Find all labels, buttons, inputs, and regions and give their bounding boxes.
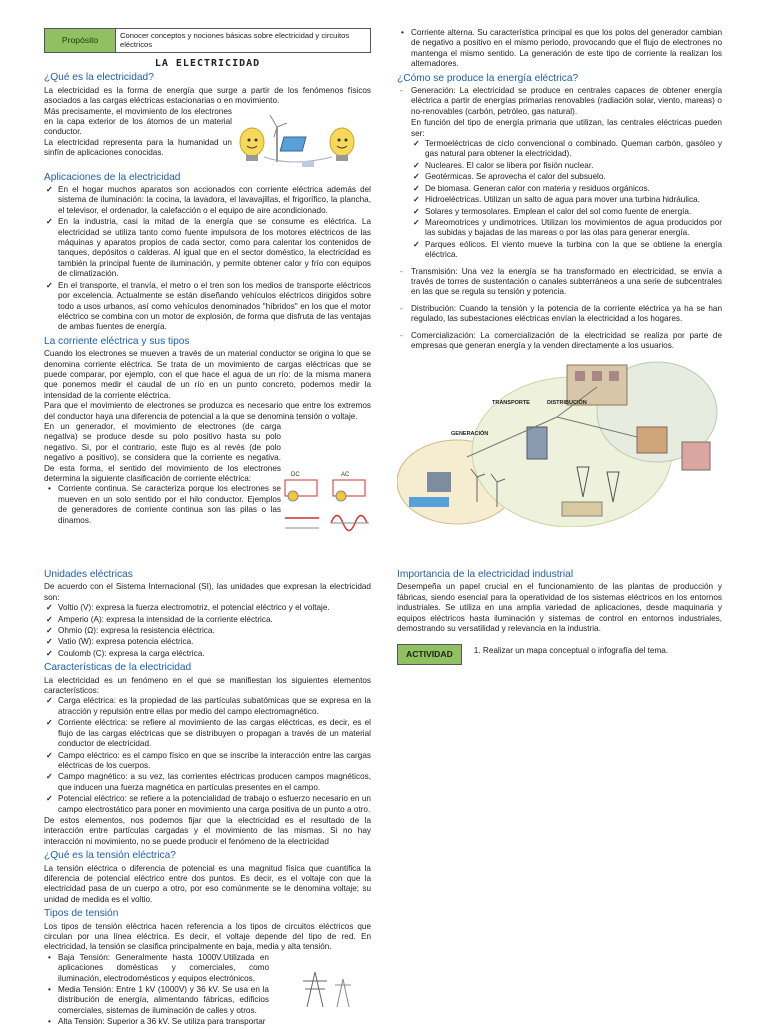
voltage-types-heading: Tipos de tensión bbox=[44, 908, 119, 920]
power-tower-illustration bbox=[277, 967, 357, 1007]
list-item: ✓ Campo eléctrico: es el campo físico en que se inscribe la interacción entre las cargas eléctricas de los cuerpos. bbox=[44, 751, 371, 772]
activity-block bbox=[397, 644, 722, 664]
what-is-p1: La electricidad es la forma de energía que surge a partir de los fenómenos físicos asociados a las cargas eléctricas estacionarias o en movimiento. bbox=[44, 85, 371, 106]
generation-item: - Generación: La electricidad se produce en centrales capaces de obtener energía eléctrica a partir de energías primarias renovables (radiación solar, viento, mareas) o no-renovables (carbón, petróleo, gas natural). bbox=[397, 86, 722, 117]
list-item: ✓ Termoeléctricas de ciclo convencional o combinado. Queman carbón, gasóleo y gas natural para obtener la electricidad). bbox=[411, 139, 722, 160]
voltage-types-intro: Los tipos de tensión eléctrica hacen referencia a los tipos de circuitos eléctricos que circulan por una línea eléctrica. Es decir, el voltaje depende del tipo de red. En electricidad, la tensión se clasifica principalmente en baja, media y alta tensión. bbox=[44, 921, 371, 952]
list-item: ✓ Hidroeléctricas. Utilizan un salto de agua para mover una turbina hidráulica. bbox=[411, 195, 722, 205]
transmission-list bbox=[397, 267, 722, 352]
list-item: ✓ Voltio (V): expresa la fuerza electromotriz, el potencial eléctrico y el voltaje. bbox=[44, 603, 371, 613]
characteristics-outro: De estos elementos, nos podemos fijar que la electricidad es el resultado de la interacción entre partículas cargadas y el movimiento de las mismas. Si no hay interacción ni movimiento, no se puede producir el fenómeno de la electricidad bbox=[44, 815, 371, 846]
current-p3: En un generador, el movimiento de electrones (de carga negativa) se produce desde su polo positivo hasta su polo negativo. Si, por el contrario, este flujo es al revés (de polo negativo a positivo), se considera que la corriente es negativa. De esta forma, el sentido del movimiento de los electrones determina la siguiente clasificación de corriente eléctrica: bbox=[44, 421, 281, 483]
left-top-column bbox=[44, 28, 371, 543]
commercialization-item: - Comercialización: La comercialización de la electricidad se realiza por parte de empresas que generan energía y la venden directamente a los usuarios. bbox=[397, 331, 722, 352]
transmission-item: - Transmisión: Una vez la energía se ha transformado en electricidad, se envía a través de torres de sustentación o canales subterráneos a una serie de subcentrales en las que se regula su tensión y potencia. bbox=[397, 267, 722, 298]
energy-diagram-svg bbox=[397, 357, 722, 527]
list-item: • Alta Tensión: Superior a 36 kV. Se utiliza para transportar bbox=[44, 1017, 269, 1027]
what-is-block bbox=[44, 86, 371, 107]
produce-heading: ¿Cómo se produce la energía eléctrica? bbox=[397, 72, 579, 84]
voltage-types-list bbox=[44, 953, 269, 1029]
industrial-heading: Importancia de la electricidad industrial bbox=[397, 569, 574, 580]
voltage-text: La tensión eléctrica o diferencia de potencial es una magnitud física que cuantifica la diferencia de potencial eléctrico entre dos puntos. Es decir, es el voltaje con que la electricidad pasa de un cuerpo a otro, por eso comúnmente se le denomina voltaje; su unidad de medida es el voltio. bbox=[44, 863, 371, 904]
ac-list bbox=[397, 28, 722, 70]
list-item: ✓ Campo magnético: a su vez, las corrientes eléctricas producen campos magnéticos, que inducen una fuerza magnética en partículas presentes en el campo. bbox=[44, 772, 371, 793]
list-item: • Media Tensión: Entre 1 kV (1000V) y 36 kV. Se usa en la distribución de energía, alimentando fábricas, edificios comerciales, sistemas de iluminación de calles y otros. bbox=[44, 985, 269, 1016]
diagram-label-distribucion: DISTRIBUCIÓN bbox=[547, 400, 587, 407]
list-item: ✓ De biomasa. Generan calor con materia y residuos orgánicos. bbox=[411, 184, 722, 194]
purpose-label: Propósito bbox=[45, 29, 116, 52]
units-heading: Unidades eléctricas bbox=[44, 569, 133, 580]
right-top-column bbox=[397, 28, 722, 531]
list-item: ✓ Solares y termosolares. Emplean el calor del sol como fuente de energía. bbox=[411, 207, 722, 217]
dc-list bbox=[44, 484, 281, 526]
current-heading: La corriente eléctrica y sus tipos bbox=[44, 335, 190, 347]
generation-list bbox=[397, 86, 722, 117]
dc-ac-svg bbox=[281, 468, 371, 540]
what-is-block-2 bbox=[44, 107, 371, 169]
list-item: ✓ Parques eólicos. El viento mueve la turbina con la que se obtiene la energía eléctrica. bbox=[411, 240, 722, 261]
list-item: ✓ Coulomb (C): expresa la carga eléctrica. bbox=[44, 649, 371, 659]
plants-intro: En función del tipo de energía primaria que utilizan, las centrales eléctricas pueden ser: bbox=[411, 118, 722, 138]
purpose-text: Conocer conceptos y nociones básicas sobre electricidad y circuitos eléctricos bbox=[120, 31, 350, 49]
list-item: ✓ En el hogar muchos aparatos son accionados con corriente eléctrica además del sistema de iluminación: la cocina, la lavadora, el lavavajillas, el frigorífico, la plancha, el televisor, el ordenador, la calefacción o el equipo de aire acondicionado. bbox=[44, 185, 371, 216]
energy-diagram bbox=[397, 357, 722, 530]
right-bottom-column bbox=[397, 566, 722, 665]
list-item: ✓ En el transporte, el tranvía, el metro o el tren son los medios de transporte eléctricos por excelencia. Actualmente se están diseñando vehículos eléctricos dirigidos sobre todo a usos urbanos, así como vehículos denominados "híbridos" en los que el motor eléctrico se combina con un motor de explosión, de forma que disfruta de las ventajas de ambas fuentes de energía. bbox=[44, 281, 371, 333]
main-title: LA ELECTRICIDAD bbox=[154, 58, 261, 69]
list-item: ✓ Vatio (W): expresa potencia eléctrica. bbox=[44, 637, 371, 647]
distribution-item: - Distribución: Cuando la tensión y la potencia de la corriente eléctrica ya ha se han regulado, las subestaciones eléctricas envían la electricidad a los hogares. bbox=[397, 304, 722, 325]
dc-label: DC bbox=[291, 471, 300, 478]
list-item: ✓ Nucleares. El calor se libera por fisión nuclear. bbox=[411, 161, 722, 171]
ac-label: AC bbox=[341, 471, 350, 478]
applications-heading: Aplicaciones de la electricidad bbox=[44, 171, 181, 183]
what-is-heading: ¿Qué es la electricidad? bbox=[44, 72, 154, 84]
diagram-label-transporte: TRANSPORTE bbox=[492, 400, 530, 407]
current-p3-block bbox=[44, 422, 371, 543]
what-is-p3: La electricidad representa para la humanidad un sinfín de aplicaciones conocidas. bbox=[44, 137, 232, 158]
list-item: ✓ Geotérmicas. Se aprovecha el calor del subsuelo. bbox=[411, 172, 722, 182]
list-item: ✓ Mareomotrices y undimotrices. Utilizan los movimientos de agua producidos por las subidas y bajadas de las mareas o por las olas para generar energía. bbox=[411, 218, 722, 239]
plants-list bbox=[397, 139, 722, 260]
voltage-types-block bbox=[44, 953, 371, 1029]
voltage-heading: ¿Qué es la tensión eléctrica? bbox=[44, 850, 176, 862]
bulb-windmill-svg bbox=[232, 107, 367, 169]
characteristics-heading: Características de la electricidad bbox=[44, 662, 192, 674]
list-item: ✓ Potencial eléctrico: se refiere a la potencialidad de trabajo o esfuerzo necesario en un campo electrostático para poner en movimiento una carga positiva de un punto a otro. bbox=[44, 794, 371, 815]
activity-badge: ACTIVIDAD bbox=[397, 644, 462, 664]
current-p2: Para que el movimiento de electrones se produzca es necesario que entre los extremos del conductor haya una diferencia de potencial a la que se denomina tensión o voltaje. bbox=[44, 401, 371, 421]
activity-task: 1. Realizar un mapa conceptual o infografía del tema. bbox=[473, 646, 669, 656]
characteristics-intro: La electricidad es un fenómeno en el que se manifiestan los siguientes elementos característicos: bbox=[44, 675, 371, 696]
dc-item: • Corriente continua. Se caracteriza porque los electrones se mueven en un solo sentido por el hilo conductor. Ejemplos de generadores de corriente continua son las pilas o las dinamos. bbox=[44, 484, 281, 526]
characteristics-list bbox=[44, 696, 371, 814]
industrial-text: Desempeña un papel crucial en el funcionamiento de las plantas de producción y fábricas, siendo esencial para la operatividad de los sistemas eléctricos en los entornos industriales. Se utiliza en una amplia variedad de aplicaciones, desde maquinaria y equipos eléctricos hasta iluminación y sistemas de control en entornos industriales, demostrando su versatilidad y relevancia en la industria. bbox=[397, 582, 722, 634]
dc-ac-illustration bbox=[281, 422, 371, 543]
purpose-box bbox=[44, 28, 371, 53]
list-item: ✓ Amperio (A): expresa la intensidad de la corriente eléctrica. bbox=[44, 615, 371, 625]
list-item: • Baja Tensión: Generalmente hasta 1000V.Utilizada en aplicaciones domésticas y comerciales, como iluminación, electrodomésticos y equipos electrónicos. bbox=[44, 953, 269, 984]
ac-item: • Corriente alterna. Su característica principal es que los polos del generador cambian de negativo a positivo en el mismo periodo, provocando que el flujo de electrones no mantenga el mismo sentido. La generación de este tipo de corriente la realizan los alternadores. bbox=[397, 28, 722, 70]
diagram-label-generacion: GENERACIÓN bbox=[451, 431, 489, 438]
current-p1: Cuando los electrones se mueven a través de un material conductor se origina lo que se denomina corriente eléctrica. Se trata de un movimiento de cargas eléctricas que se puede comparar, por ejemplo, con el que hace el agua de un río: de la misma manera que ponemos medir el caudal de un río en un punto concreto, podemos medir la intensidad de la corriente eléctrica. bbox=[44, 349, 371, 400]
units-list bbox=[44, 603, 371, 659]
list-item: ✓ Corriente eléctrica: se refiere al movimiento de las cargas eléctricas, es decir, es el flujo de las cargas eléctricas que se distribuyen o propagan a través de un material conductor de electricidad. bbox=[44, 718, 371, 749]
list-item: ✓ Carga eléctrica: es la propiedad de las partículas subatómicas que se expresa en la atracción y repulsión entre ellas por medio del campo electromagnético. bbox=[44, 696, 371, 717]
left-bottom-column bbox=[44, 566, 371, 1029]
list-item: ✓ Ohmio (Ω): expresa la resistencia eléctrica. bbox=[44, 626, 371, 636]
units-intro: De acuerdo con el Sistema Internacional (SI), las unidades que expresan la electricidad son: bbox=[44, 582, 371, 602]
what-is-p2: Más precisamente, el movimiento de los electrones en la capa exterior de los átomos de un material conductor. bbox=[44, 106, 232, 137]
applications-list bbox=[44, 185, 371, 333]
bulb-illustration bbox=[232, 107, 371, 169]
list-item: ✓ En la industria, casi la mitad de la energía que se consume es eléctrica. La electricidad se utiliza tanto como fuente impulsora de los motores eléctricos de las máquinas y aparatos propios de cada sector, como para calentar los contenidos de tanques, depósitos o calderas. Al igual que en el sector doméstico, la electricidad es también la principal fuente de iluminación, y permite obtener calor y frío con equipos de climatización. bbox=[44, 217, 371, 279]
